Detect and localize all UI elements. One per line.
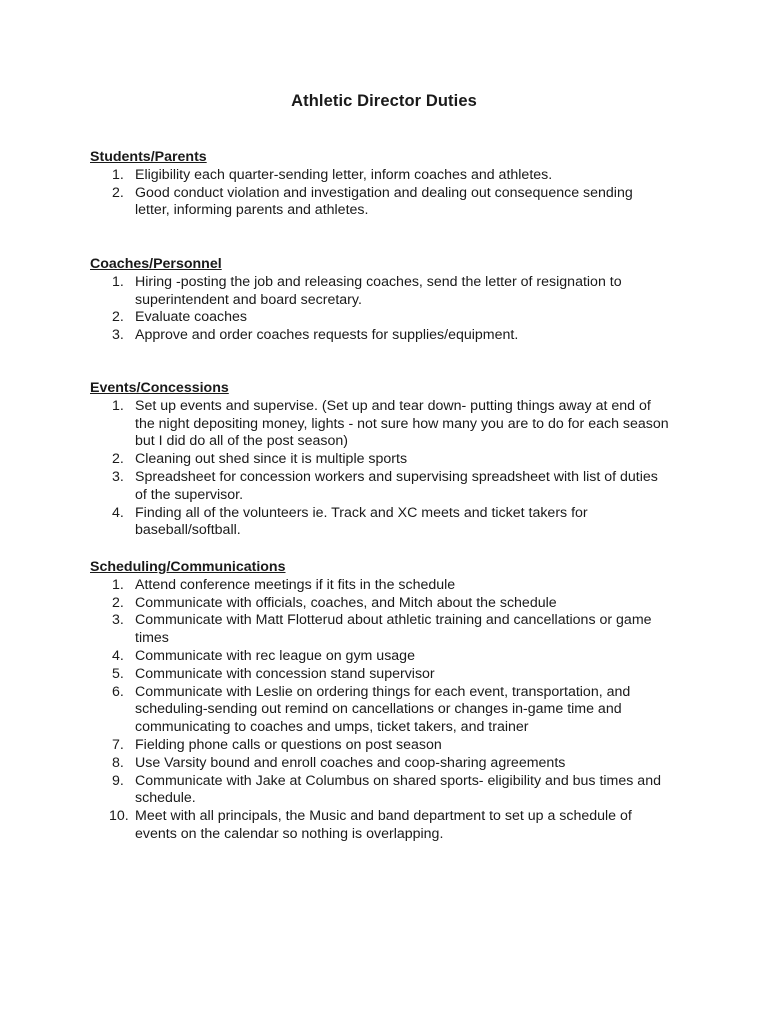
item-number: 1. <box>112 166 124 183</box>
section-heading: Scheduling/Communications <box>90 559 286 575</box>
numbered-list <box>90 577 690 844</box>
item-text: Cleaning out shed since it is multiple sports <box>135 451 408 468</box>
list-item <box>90 773 670 809</box>
item-number: 7. <box>112 736 124 753</box>
item-text: Communicate with concession stand supervisor <box>135 665 435 682</box>
item-text: Meet with all principals, the Music and band department to set up a schedule of events on the calendar so nothing is overlapping. <box>135 808 632 842</box>
list-item <box>90 666 670 684</box>
item-number: 3. <box>112 468 124 485</box>
item-number: 2. <box>112 184 124 201</box>
list-item <box>90 451 670 469</box>
section-heading: Events/Concessions <box>90 380 229 396</box>
item-number: 10. <box>109 808 129 825</box>
item-number: 2. <box>112 451 124 468</box>
list-item <box>90 612 670 648</box>
section-students-parents <box>90 149 690 220</box>
item-number: 1. <box>112 273 124 290</box>
section-coaches-personnel <box>90 256 690 345</box>
item-text: Attend conference meetings if it fits in the schedule <box>135 576 456 593</box>
item-number: 2. <box>112 594 124 611</box>
item-text: Communicate with officials, coaches, and Mitch about the schedule <box>135 594 557 611</box>
list-item <box>90 327 670 345</box>
item-text: Approve and order coaches requests for supplies/equipment. <box>135 327 519 344</box>
item-text: Good conduct violation and investigation and dealing out consequence sending letter, informing parents and athletes. <box>135 184 633 219</box>
item-number: 4. <box>112 504 124 521</box>
item-text: Communicate with Leslie on ordering things for each event, transportation, and scheduling-sending out remind on cancellations or changes in-game time and communicating to coaches and umps, ticket takers, and trainer <box>135 683 631 736</box>
item-number: 2. <box>112 309 124 326</box>
section-events-concessions <box>90 380 690 540</box>
item-text: Set up events and supervise. (Set up and tear down- putting things away at end of the night depositing money, lights - not sure how many you are to do for each season but I did do all of the post season) <box>135 397 669 450</box>
item-text: Use Varsity bound and enroll coaches and coop-sharing agreements <box>135 754 566 771</box>
item-text: Eligibility each quarter-sending letter, inform coaches and athletes. <box>135 166 553 183</box>
list-item <box>90 684 670 737</box>
list-item <box>90 185 670 221</box>
item-text: Fielding phone calls or questions on post season <box>135 736 442 753</box>
numbered-list <box>90 398 690 540</box>
item-number: 9. <box>112 772 124 789</box>
list-item <box>90 309 670 327</box>
item-number: 6. <box>112 683 124 700</box>
item-text: Hiring -posting the job and releasing coaches, send the letter of resignation to superintendent and board secretary. <box>135 273 622 308</box>
document-title: Athletic Director Duties <box>291 92 477 110</box>
section-scheduling-communications <box>90 559 690 844</box>
item-text: Communicate with Matt Flotterud about athletic training and cancellations or game times <box>135 612 652 647</box>
section-heading: Students/Parents <box>90 149 207 165</box>
item-text: Finding all of the volunteers ie. Track and XC meets and ticket takers for baseball/softball. <box>135 504 588 539</box>
list-item <box>90 737 670 755</box>
item-text: Communicate with rec league on gym usage <box>135 647 415 664</box>
list-item <box>90 469 670 505</box>
numbered-list <box>90 274 690 345</box>
item-number: 8. <box>112 754 124 771</box>
item-number: 1. <box>112 397 124 414</box>
item-number: 3. <box>112 327 124 344</box>
list-item <box>90 595 670 613</box>
item-number: 4. <box>112 647 124 664</box>
item-number: 5. <box>112 665 124 682</box>
list-item <box>90 274 670 310</box>
item-text: Spreadsheet for concession workers and supervising spreadsheet with list of duties of the supervisor. <box>135 468 658 503</box>
list-item <box>90 808 670 844</box>
list-item <box>90 755 670 773</box>
item-number: 3. <box>112 612 124 629</box>
item-text: Evaluate coaches <box>135 309 247 326</box>
list-item <box>90 398 670 451</box>
list-item <box>90 167 670 185</box>
list-item <box>90 505 670 541</box>
numbered-list <box>90 167 690 220</box>
item-number: 1. <box>112 576 124 593</box>
item-text: Communicate with Jake at Columbus on shared sports- eligibility and bus times and schedule. <box>135 772 661 807</box>
section-heading: Coaches/Personnel <box>90 256 222 272</box>
list-item <box>90 648 670 666</box>
list-item <box>90 577 670 595</box>
